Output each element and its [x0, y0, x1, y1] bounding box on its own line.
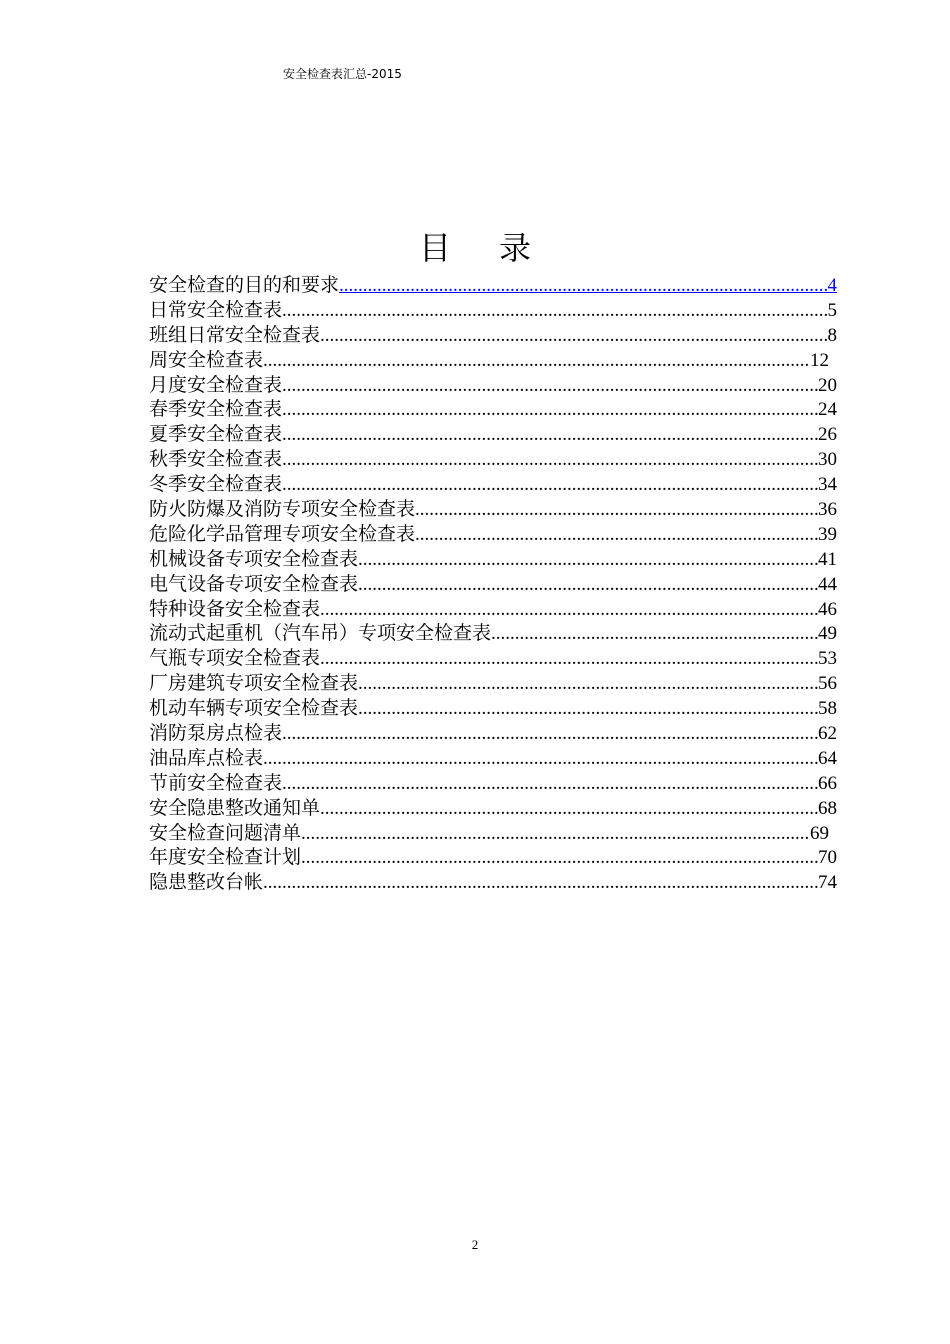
toc-entry[interactable]	[149, 796, 837, 821]
toc-dot-leader	[263, 871, 818, 896]
toc-entry[interactable]	[149, 870, 837, 895]
toc-entry-label: 油品库点检表	[149, 746, 264, 769]
toc-entry-label: 安全检查问题清单	[149, 821, 302, 844]
toc-entry[interactable]	[149, 497, 837, 522]
toc-dot-leader	[320, 324, 827, 349]
toc-dot-leader	[339, 274, 827, 299]
toc-entry-page: 5	[827, 299, 837, 321]
toc-entry-label: 春季安全检查表	[149, 398, 283, 421]
toc-entry[interactable]	[149, 671, 837, 696]
toc-entry[interactable]	[149, 547, 837, 572]
toc-entry-label: 气瓶专项安全检查表	[149, 647, 321, 670]
toc-dot-leader	[320, 797, 818, 822]
toc-entry-page: 20	[818, 374, 837, 396]
toc-entry-label: 班组日常安全检查表	[149, 323, 321, 346]
toc-entry[interactable]	[149, 348, 829, 373]
toc-dot-leader	[282, 374, 818, 399]
toc-entry[interactable]	[149, 323, 837, 348]
toc-entry-page: 49	[818, 623, 837, 645]
toc-entry-page: 12	[810, 349, 829, 371]
toc-entry-page: 30	[818, 449, 837, 471]
toc-entry-label: 电气设备专项安全检查表	[149, 572, 359, 595]
toc-entry[interactable]	[149, 572, 837, 597]
toc-entry-page: 4	[827, 275, 837, 296]
toc-entry-label: 安全隐患整改通知单	[149, 796, 321, 819]
toc-dot-leader	[415, 498, 818, 523]
toc-entry[interactable]	[149, 746, 837, 771]
toc-title: 目录	[418, 229, 579, 267]
toc-entry-page: 46	[818, 598, 837, 620]
toc-entry-label: 机动车辆专项安全检查表	[149, 697, 359, 720]
toc-dot-leader	[282, 423, 818, 448]
toc-dot-leader	[263, 349, 810, 374]
toc-entry-page: 74	[818, 872, 837, 894]
toc-entry-page: 39	[818, 523, 837, 545]
table-of-contents	[149, 273, 837, 895]
toc-entry-label: 隐患整改台帐	[149, 871, 264, 894]
toc-dot-leader	[358, 672, 818, 697]
toc-entry[interactable]	[149, 373, 837, 398]
toc-entry-page: 64	[818, 747, 837, 769]
toc-dot-leader	[301, 846, 818, 871]
toc-dot-leader	[263, 747, 818, 772]
toc-entry-page: 41	[818, 548, 837, 570]
toc-entry[interactable]	[149, 273, 837, 298]
toc-dot-leader	[415, 523, 818, 548]
toc-entry[interactable]	[149, 721, 837, 746]
toc-entry-page: 70	[818, 847, 837, 869]
toc-entry-label: 年度安全检查计划	[149, 846, 302, 869]
toc-entry-label: 节前安全检查表	[149, 771, 283, 794]
toc-entry[interactable]	[149, 845, 837, 870]
toc-dot-leader	[282, 448, 818, 473]
toc-entry[interactable]	[149, 771, 837, 796]
toc-entry-label: 消防泵房点检表	[149, 722, 283, 745]
toc-dot-leader	[320, 598, 818, 623]
toc-entry-label: 冬季安全检查表	[149, 473, 283, 496]
toc-dot-leader	[358, 697, 818, 722]
toc-entry-label: 月度安全检查表	[149, 373, 283, 396]
toc-entry-label: 流动式起重机（汽车吊）专项安全检查表	[149, 622, 492, 645]
toc-entry-label: 机械设备专项安全检查表	[149, 547, 359, 570]
toc-entry-label: 周安全检查表	[149, 348, 264, 371]
toc-entry[interactable]	[149, 646, 837, 671]
toc-dot-leader	[282, 299, 827, 324]
toc-entry-page: 24	[818, 399, 837, 421]
toc-dot-leader	[301, 822, 810, 847]
toc-entry-label: 危险化学品管理专项安全检查表	[149, 522, 416, 545]
toc-dot-leader	[282, 398, 818, 423]
toc-entry[interactable]	[149, 397, 837, 422]
toc-entry[interactable]	[149, 447, 837, 472]
toc-entry-page: 8	[827, 324, 837, 346]
toc-dot-leader	[320, 647, 818, 672]
toc-entry-label: 安全检查的目的和要求	[149, 274, 340, 296]
toc-entry-page: 69	[810, 822, 829, 844]
toc-entry[interactable]	[149, 472, 837, 497]
toc-entry[interactable]	[149, 298, 837, 323]
toc-entry[interactable]	[149, 821, 829, 846]
toc-dot-leader	[358, 548, 818, 573]
toc-entry-page: 58	[818, 698, 837, 720]
toc-entry-label: 夏季安全检查表	[149, 423, 283, 446]
toc-entry-page: 26	[818, 424, 837, 446]
toc-entry-page: 36	[818, 499, 837, 521]
toc-dot-leader	[282, 473, 818, 498]
toc-entry-page: 53	[818, 648, 837, 670]
toc-entry-label: 厂房建筑专项安全检查表	[149, 672, 359, 695]
toc-entry-page: 44	[818, 573, 837, 595]
toc-entry-label: 秋季安全检查表	[149, 448, 283, 471]
toc-entry-page: 56	[818, 673, 837, 695]
toc-entry[interactable]	[149, 422, 837, 447]
page-number: 2	[471, 1237, 479, 1252]
toc-entry-label: 防火防爆及消防专项安全检查表	[149, 498, 416, 521]
toc-entry-label: 日常安全检查表	[149, 298, 283, 321]
toc-dot-leader	[282, 772, 818, 797]
toc-entry[interactable]	[149, 522, 837, 547]
toc-entry-page: 66	[818, 772, 837, 794]
toc-entry[interactable]	[149, 696, 837, 721]
toc-entry-page: 62	[818, 723, 837, 745]
toc-entry-label: 特种设备安全检查表	[149, 597, 321, 620]
toc-entry[interactable]	[149, 597, 837, 622]
running-header: 安全检查表汇总-2015	[283, 67, 402, 81]
toc-entry-page: 34	[818, 474, 837, 496]
toc-entry-page: 68	[818, 797, 837, 819]
toc-dot-leader	[491, 622, 818, 647]
toc-entry[interactable]	[149, 621, 837, 646]
toc-dot-leader	[282, 722, 818, 747]
toc-dot-leader	[358, 573, 818, 598]
